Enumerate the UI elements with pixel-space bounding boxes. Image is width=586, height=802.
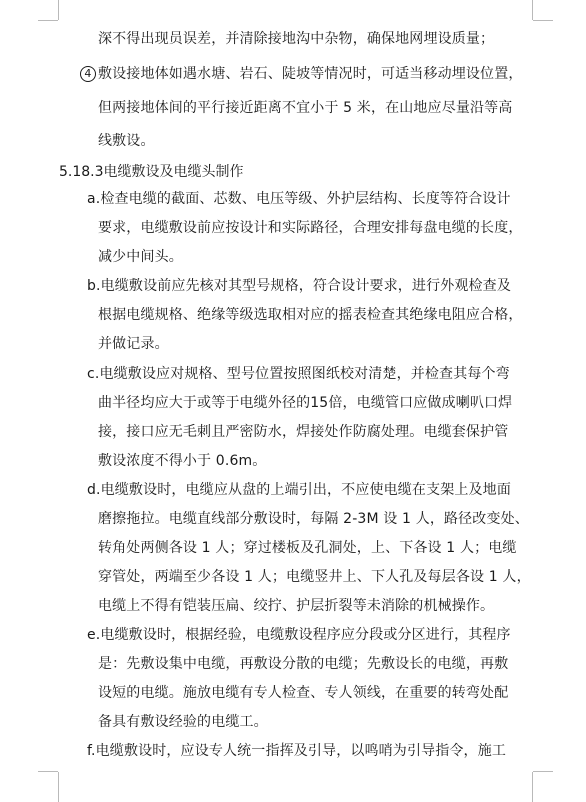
paragraph-line: 深不得出现员误差，并清除接地沟中杂物，确保地网埋设质量； — [98, 31, 495, 47]
crop-mark — [533, 771, 553, 772]
crop-mark — [532, 772, 533, 802]
paragraph-line: b.电缆敷设前应先核对其型号规格，符合设计要求，进行外观检查及 — [87, 278, 511, 294]
crop-mark — [38, 20, 58, 21]
paragraph-line: f.电缆敷设时，应设专人统一指挥及引导，以鸣哨为引导指令，施工 — [87, 743, 507, 759]
paragraph-line: 备具有敷设经验的电缆工。 — [98, 714, 268, 730]
paragraph-line: 是：先敷设集中电缆，再敷设分散的电缆；先敷设长的电缆，再敷 — [98, 656, 509, 672]
paragraph-line: 但两接地体间的平行接近距离不宜小于 5 米，在山地应尽量沿等高 — [98, 100, 513, 116]
list-item-text: 敷设接地体如遇水塘、岩石、陡坡等情况时，可适当移动埋设位置， — [98, 66, 523, 82]
paragraph-line: 转角处两侧各设 1 人；穿过楼板及孔洞处，上、下各设 1 人；电缆 — [98, 540, 517, 556]
paragraph-line: 设短的电缆。施放电缆有专人检查、专人领线，在重要的转弯处配 — [98, 685, 509, 701]
paragraph-line: 敷设浓度不得小于 0.6m。 — [98, 453, 267, 469]
circled-number-marker: 4 — [80, 66, 96, 82]
section-heading: 5.18.3电缆敷设及电缆头制作 — [59, 164, 244, 180]
paragraph-line: 电缆上不得有铠装压扁、绞拧、护层折裂等未消除的机械操作。 — [98, 598, 495, 614]
paragraph-line: 曲半径均应大于或等于电缆外径的15倍，电缆管口应做成喇叭口焊 — [98, 395, 513, 411]
paragraph-line: 磨擦拖拉。电缆直线部分敷设时，每隔 2-3M 设 1 人，路径改变处、 — [98, 511, 529, 527]
paragraph-line: 要求，电缆敷设前应按设计和实际路径，合理安排每盘电缆的长度， — [98, 220, 523, 236]
paragraph-line: 线敷设。 — [98, 133, 155, 149]
paragraph-line: a.检查电缆的截面、芯数、电压等级、外护层结构、长度等符合设计 — [87, 191, 511, 207]
crop-mark — [58, 772, 59, 802]
paragraph-line: 接，接口应无毛刺且严密防水，焊接处作防腐处理。电缆套保护管 — [98, 424, 509, 440]
paragraph-line: 减少中间头。 — [98, 249, 183, 265]
paragraph-line: c.电缆敷设应对规格、型号位置按照图纸校对清楚，并检查其每个弯 — [87, 366, 510, 382]
paragraph-line: d.电缆敷设时，电缆应从盘的上端引出，不应使电缆在支架上及地面 — [87, 482, 511, 498]
crop-mark — [532, 0, 533, 20]
crop-mark — [38, 771, 58, 772]
paragraph-line: 并做记录。 — [98, 336, 169, 352]
crop-mark — [533, 20, 553, 21]
paragraph-line: 穿管处，两端至少各设 1 人；电缆竖井上、下人孔及每层各设 1 人， — [98, 569, 531, 585]
crop-mark — [58, 0, 59, 20]
paragraph-line: 根据电缆规格、绝缘等级选取相对应的摇表检查其绝缘电阻应合格， — [98, 307, 523, 323]
paragraph-line: e.电缆敷设时，根据经验，电缆敷设程序应分段或分区进行，其程序 — [87, 627, 511, 643]
list-item-4-line — [80, 64, 523, 84]
